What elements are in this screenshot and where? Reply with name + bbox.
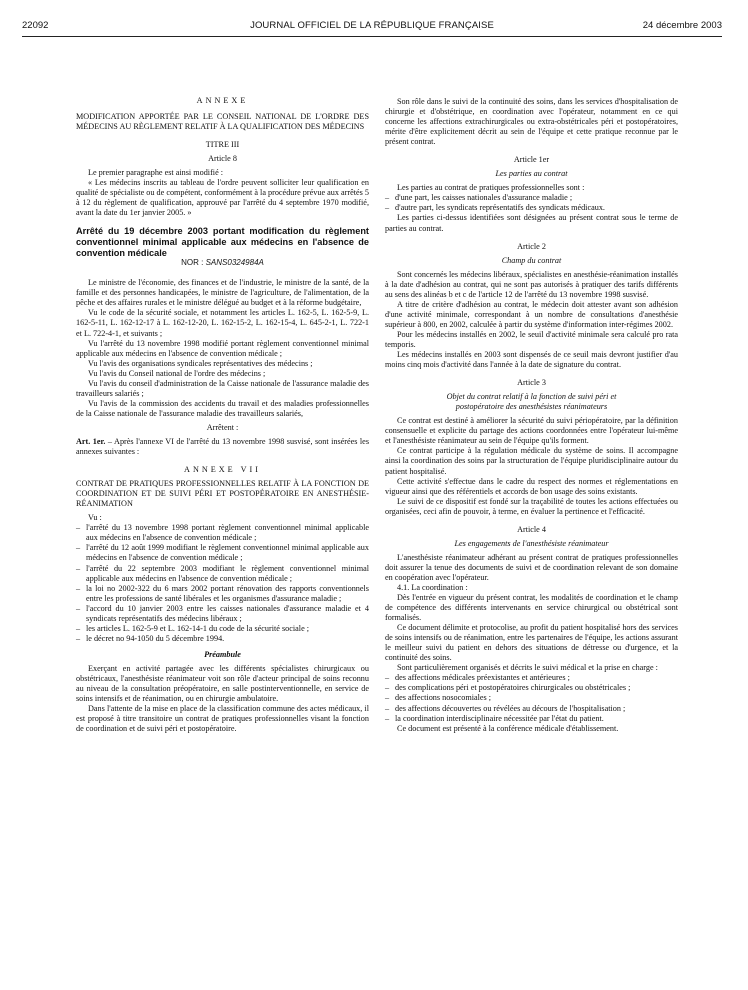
modification-intro: Le premier paragraphe est ainsi modifié :	[88, 168, 224, 178]
visa-paragraph: Vu l'avis des organisations syndicales représentatives des médecins ;	[88, 358, 313, 368]
list-item: – l'arrêté du 12 août 1999 modifiant le règlement conventionnel minimal applicable aux médecins en l'absence de convention médicale ;	[76, 543, 369, 563]
preambule-heading: Préambule	[204, 649, 241, 659]
coordination-paragraph: Dès l'entrée en vigueur du présent contrat, les modalités de coordination et le champ de compétence des différents intervenants en service chirurgical ou obstétrical sont formalisés.	[385, 593, 678, 623]
page-number: 22092	[22, 20, 49, 31]
article-2-heading: Article 2	[517, 241, 546, 251]
nor-code: SANS0324984A	[205, 258, 264, 268]
objet-paragraph: Ce contrat participe à la régulation médicale du système de soins. Il accompagne ainsi la coordination des soins par la structuration de l'équipe pluridisciplinaire autour du patient hospitalisé.	[385, 446, 678, 476]
header-rule	[22, 36, 722, 37]
parties-conclusion: Les parties ci-dessus identifiées sont désignées au présent contrat sous le terme de parties au contrat.	[385, 213, 678, 233]
article-3-subheading: Objet du contrat relatif à la fonction de suivi péri et postopératoire des anesthésistes réanimateurs	[446, 392, 617, 412]
list-item: – des affections découvertes ou révélées au décours de l'hospitalisation ;	[385, 704, 678, 714]
champ-paragraph: Sont concernés les médecins libéraux, spécialistes en anesthésie-réanimation installés à la date d'adhésion au contrat, qui ne sont pas autorisés à pratiquer des tarifs différents au sens des alinéas b et c de l'article 12 de l'arrêté du 13 novembre 1998 susvisé.	[385, 269, 678, 299]
list-item: – le décret no 94-1050 du 5 décembre 1994.	[76, 634, 369, 644]
article-4-subheading: Les engagements de l'anesthésiste réanimateur	[454, 538, 609, 548]
article-1-label: Art. 1er.	[76, 437, 106, 446]
arretent: Arrêtent :	[206, 422, 239, 432]
parties-list	[385, 193, 678, 213]
objet-paragraph: Le suivi de ce dispositif est fondé sur la traçabilité de toutes les actions effectuées ou organisées, ceci afin de pouvoir, à terme, en évaluer la pertinence et l'efficacité.	[385, 496, 678, 516]
role-paragraph: Son rôle dans le suivi de la continuité des soins, dans les services d'hospitalisation de chirurgie et d'obstétrique, en coordination avec l'opérateur, notamment en ce qui concerne les affections extrachirurgicales ou extra-obstétricales péri et postopératoires, mérite d'être explicitement décrit au sein de l'équipe et cette pratique reconnue par le présent contrat.	[385, 97, 678, 147]
contrat-title: CONTRAT DE PRATIQUES PROFESSIONNELLES RELATIF À LA FONCTION DE COORDINATION ET DE SUIVI PÉRI ET POSTOPÉRATOIRE EN ANESTHÉSIE-RÉANIMATION	[76, 479, 369, 509]
list-item: – d'autre part, les syndicats représentatifs des syndicats médicaux.	[385, 203, 678, 213]
article-1-heading: Article 1er	[513, 155, 550, 165]
coordination-paragraph: Ce document délimite et protocolise, au profit du patient hospitalisé hors des services de soins intensifs ou de réanimation, entre les partenaires de l'équipe, les actions assurant le meilleur suivi du patient en dehors des situations de détresse ou d'urgence, et la continuité des soins.	[385, 623, 678, 663]
coordination-heading: 4.1. La coordination :	[397, 582, 468, 592]
list-item: – les articles L. 162-5-9 et L. 162-14-1 du code de la sécurité sociale ;	[76, 624, 369, 634]
article-1-body: – Après l'annexe VI de l'arrêté du 13 novembre 1998 susvisé, sont insérées les annexes suivantes :	[76, 437, 370, 457]
final-paragraph: Ce document est présenté à la conférence médicale d'établissement.	[397, 723, 619, 733]
visa-paragraph: Vu l'avis du conseil d'administration de la Caisse nationale de l'assurance maladie des travailleurs salariés ;	[76, 378, 369, 398]
nor-label: NOR :	[181, 258, 204, 268]
page-header	[22, 20, 722, 34]
article-8-heading: Article 8	[208, 154, 237, 164]
visa-paragraph: Le ministre de l'économie, des finances et de l'industrie, le ministre de la santé, de la famille et des personnes handicapées, le ministre de l'agriculture, de l'alimentation, de la pêche et des affaires rurales et le ministre délégué au budget et à la réforme budgétaire,	[76, 278, 369, 308]
list-item: – des affections médicales préexistantes et antérieures ;	[385, 673, 678, 683]
annexe-vii-heading: ANNEXE VII	[184, 465, 261, 475]
preambule-paragraph: Exerçant en activité partagée avec les différents spécialistes chirurgicaux ou obstétricaux, l'anesthésiste réanimateur voit son rôle d'acteur principal de soins reconnu au niveau de la consultation préopératoire, en salle postinterventionnelle, en service de soins intensifs et de réanimation, ou en chirurgie ambulatoire.	[76, 663, 369, 704]
champ-paragraph: A titre de critère d'adhésion au contrat, le médecin doit attester avant son adhésion d'une activité minimale, correspondant à un nombre de consultations d'anesthésie supérieur à 800, en 2002, calculée à partir du système d'information inter-régimes 2002.	[385, 299, 678, 329]
list-item: – l'accord du 10 janvier 2003 entre les caisses nationales d'assurance maladie et 4 syndicats représentatifs des médecins libéraux ;	[76, 604, 369, 624]
left-column	[76, 96, 369, 734]
article-1-subheading: Les parties au contrat	[495, 169, 568, 179]
modification-text: « Les médecins inscrits au tableau de l'ordre peuvent solliciter leur qualification en qualité de spécialiste ou de compétent, conformément à la procédure prévue aux arrêtés 5 à 12 du règlement de qualification, approuvé par l'arrêté du 4 septembre 1970 modifié, avant la date du 1er janvier 2005. »	[76, 178, 369, 218]
objet-paragraph: Cette activité s'effectue dans le cadre du respect des normes et réglementations en vigueur ainsi que des référentiels et accords de bon usage des soins existants.	[385, 476, 678, 496]
list-item: – d'une part, les caisses nationales d'assurance maladie ;	[385, 193, 678, 203]
objet-paragraph: Ce contrat est destiné à améliorer la sécurité du suivi périopératoire, par la définition consensuelle et explicite du partage des actions coordonnées entre l'opérateur lui-même et l'anesthésiste réanimateur au sein de l'équipe qu'ils forment.	[385, 416, 678, 446]
journal-title: JOURNAL OFFICIEL DE LA RÉPUBLIQUE FRANÇAISE	[250, 20, 494, 31]
prise-en-charge-list	[385, 673, 678, 723]
article-4-heading: Article 4	[517, 524, 546, 534]
arrete-title: Arrêté du 19 décembre 2003 portant modification du règlement conventionnel minimal applicable aux médecins en l'absence de convention médicale	[76, 226, 369, 258]
list-item: – l'arrêté du 13 novembre 1998 portant règlement conventionnel minimal applicable aux médecins en l'absence de convention médicale ;	[76, 523, 369, 543]
list-item: – des affections nosocomiales ;	[385, 693, 678, 703]
engagement-paragraph: L'anesthésiste réanimateur adhérant au présent contrat de pratiques professionnelles doit assurer la tenue des documents de suivi et de coordination relevant de son domaine en coopération avec l'opérateur.	[385, 552, 678, 582]
titre-heading: TITRE III	[205, 140, 240, 150]
coordination-paragraph: Sont particulièrement organisés et décrits le suivi médical et la prise en charge :	[397, 663, 658, 673]
visa-paragraph: Vu l'avis du Conseil national de l'ordre des médecins ;	[88, 368, 266, 378]
vu-label: Vu :	[88, 513, 102, 523]
list-item: – la loi no 2002-322 du 6 mars 2002 portant rénovation des rapports conventionnels entre les professions de santé libérales et les organismes d'assurance maladie ;	[76, 584, 369, 604]
list-item: – des complications péri et postopératoires chirurgicales ou obstétricales ;	[385, 683, 678, 693]
list-item: – la coordination interdisciplinaire nécessitée par l'état du patient.	[385, 714, 678, 724]
issue-date: 24 décembre 2003	[642, 20, 722, 31]
nor-reference	[76, 258, 369, 268]
article-3-heading: Article 3	[517, 378, 546, 388]
visa-paragraph: Vu le code de la sécurité sociale, et notamment les articles L. 162-5, L. 162-5-9, L. 162-5-11, L. 162-12-17 à L. 162-12-20, L. 162-15-2, L. 162-15-4, L. 645-2-1, L. 722-1 et L. 722-4-1, et suivants ;	[76, 308, 369, 338]
champ-paragraph: Pour les médecins installés en 2002, le seuil d'activité minimale sera calculé pro rata temporis.	[385, 329, 678, 349]
parties-intro: Les parties au contrat de pratiques professionnelles sont :	[397, 183, 585, 193]
champ-paragraph: Les médecins installés en 2003 sont dispensés de ce seuil mais devront justifier d'au moins cinq mois d'activité dans l'année à la date de signature du contrat.	[385, 350, 678, 370]
list-item: – l'arrêté du 22 septembre 2003 modifiant le règlement conventionnel minimal applicable aux médecins en l'absence de convention médicale ;	[76, 564, 369, 584]
visa-paragraph: Vu l'arrêté du 13 novembre 1998 modifié portant règlement conventionnel minimal applicable aux médecins en l'absence de convention médicale ;	[76, 338, 369, 358]
visa-paragraph: Vu l'avis de la commission des accidents du travail et des maladies professionnelles de la Caisse nationale de l'assurance maladie des travailleurs salariés,	[76, 398, 369, 418]
annexe-heading: ANNEXE	[196, 96, 249, 105]
right-column	[385, 97, 678, 734]
vu-list	[76, 523, 369, 644]
annexe-title: MODIFICATION APPORTÉE PAR LE CONSEIL NATIONAL DE L'ORDRE DES MÉDECINS AU RÈGLEMENT RELATIF À LA QUALIFICATION DES MÉDECINS	[76, 112, 369, 132]
article-2-subheading: Champ du contrat	[501, 255, 562, 265]
article-1-text	[76, 437, 369, 457]
preambule-paragraph: Dans l'attente de la mise en place de la classification commune des actes médicaux, il est proposé à titre transitoire un contrat de pratiques professionnelles visant la fonction de coordination et de suivi péri et postopératoire.	[76, 704, 369, 734]
